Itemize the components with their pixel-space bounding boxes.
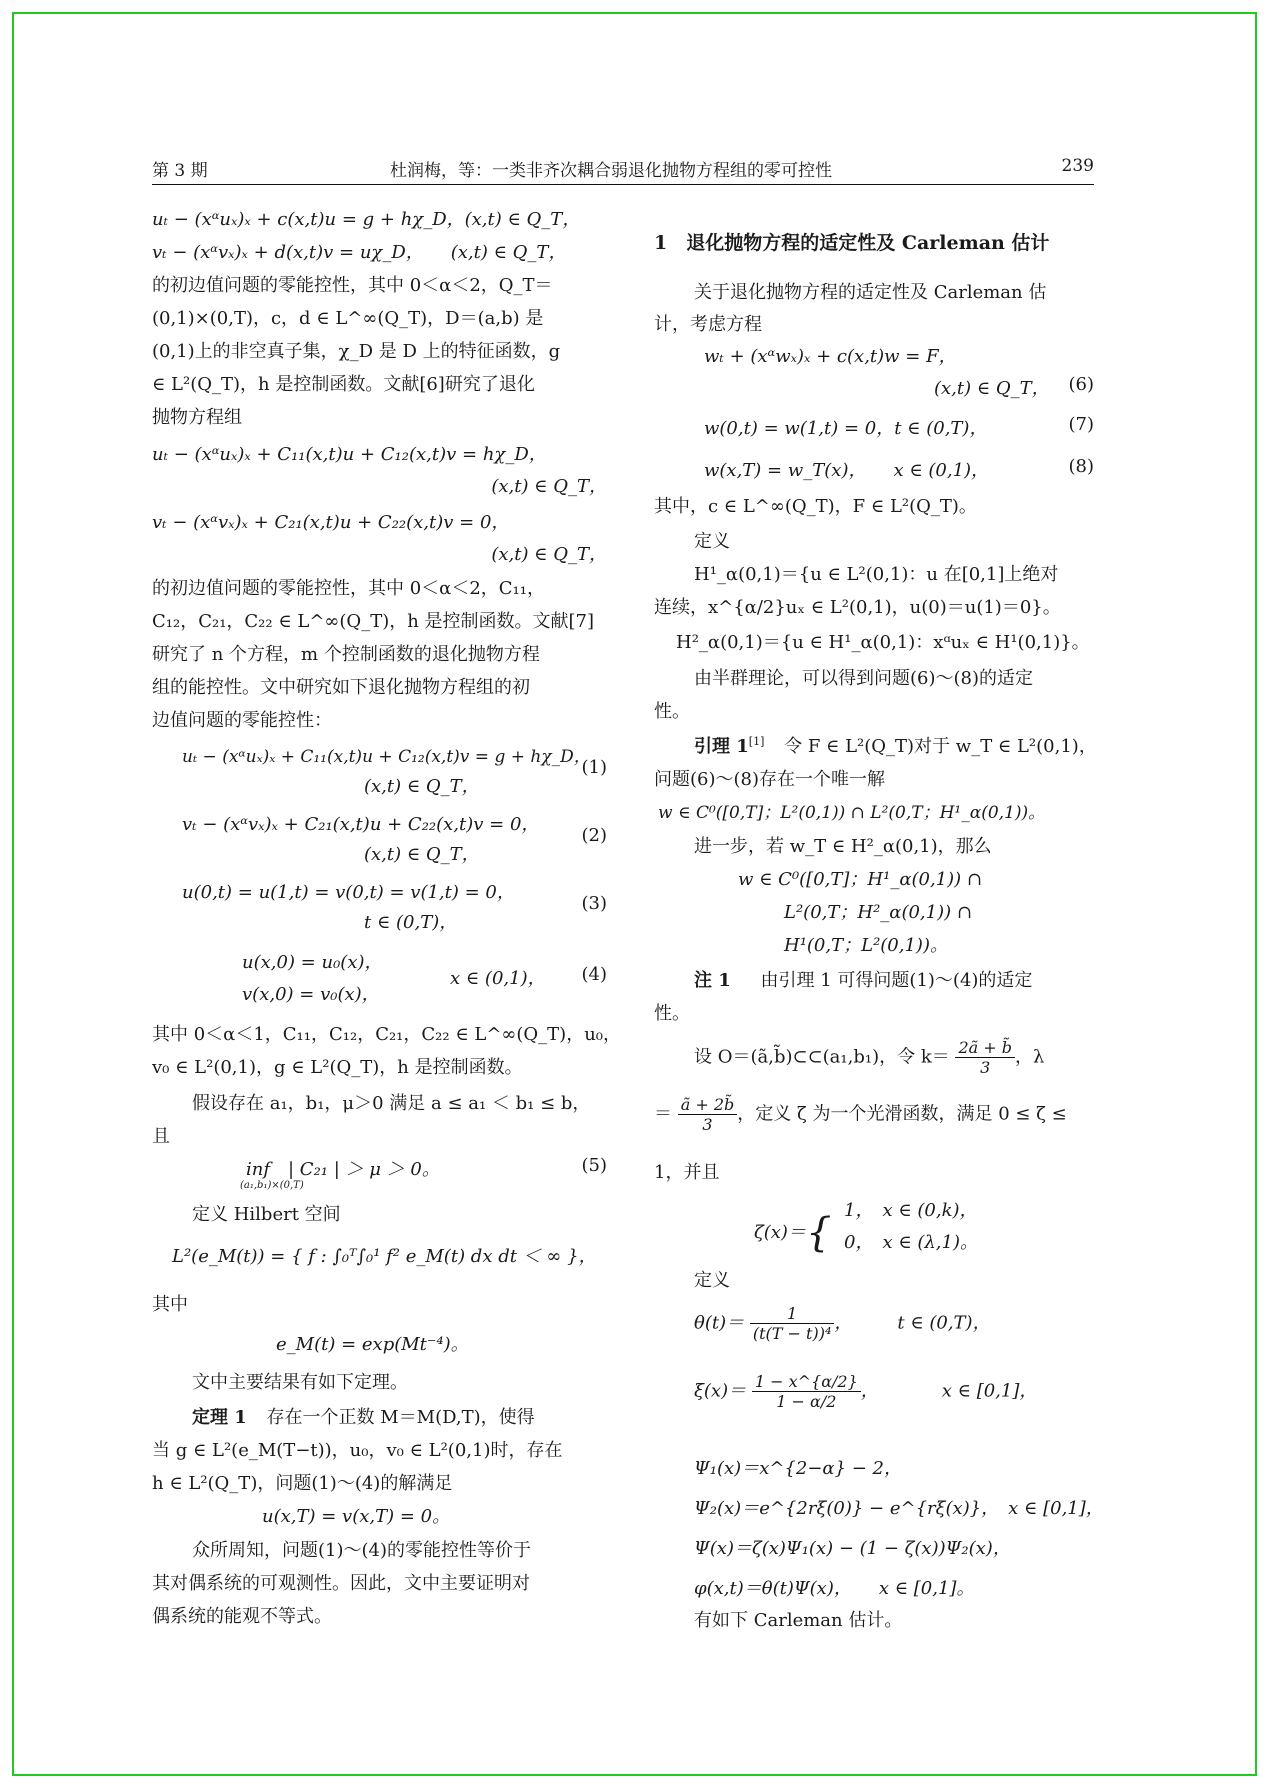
equation-number: (8) [1068,456,1094,477]
fraction-theta [750,1304,835,1343]
note-label: 注 1 [694,970,731,991]
set-text: ，定义 ζ 为一个光滑函数，满足 0 ≤ ζ ≤ [737,1103,1067,1125]
equation-6-domain: (x,t) ∈ Q_T， [934,378,1050,399]
paragraph-line: 性。 [654,1003,690,1024]
note-text: 由引理 1 可得问题(1)～(4)的适定 [760,970,1033,991]
paragraph-line: C₁₂，C₂₁，C₂₂ ∈ L^∞(Q_T)，h 是控制函数。文献[7] [152,611,595,632]
fraction-k [955,1038,1015,1077]
equation-1-domain: (x,t) ∈ Q_T， [364,776,480,797]
paragraph-line: h ∈ L²(Q_T)，问题(1)～(4)的解满足 [152,1473,453,1494]
fraction-denominator: 3 [702,1115,713,1134]
paragraph-line: 由半群理论，可以得到问题(6)～(8)的适定 [694,668,1033,689]
paragraph-line: 其中，c ∈ L^∞(Q_T)，F ∈ L²(Q_T)。 [654,496,977,517]
set-definition-line [694,1038,1044,1077]
theta-domain: ， t ∈ (0,T)， [834,1312,991,1334]
equation-2-domain: (x,t) ∈ Q_T， [364,844,480,865]
equation-8: w(x,T) = w_T(x)， x ∈ (0,1)， [704,460,990,481]
paragraph-line: 性。 [654,701,690,722]
lemma-regularity: w ∈ C⁰([0,T]；H¹_α(0,1)) ∩ [738,869,982,890]
paragraph-line: v₀ ∈ L²(0,1)，g ∈ L²(Q_T)，h 是控制函数。 [152,1057,523,1078]
lemma-citation: [1] [748,735,765,748]
fraction-lambda [678,1095,738,1134]
equation-number: (1) [581,757,607,778]
lemma-equation: w ∈ C⁰([0,T]；L²(0,1)) ∩ L²(0,T；H¹_α(0,1))。 [658,803,1046,823]
fraction-numerator: 2ã + b̃ [955,1038,1015,1058]
paragraph-line: 定义 Hilbert 空间 [192,1204,341,1225]
fraction-denominator: 3 [980,1058,991,1077]
paragraph-line: 偶系统的能观不等式。 [152,1606,332,1627]
lemma-regularity: H¹(0,T；L²(0,1))。 [784,935,948,956]
lemma-text: 令 F ∈ L²(Q_T)对于 w_T ∈ L²(0,1)， [784,736,1097,757]
note-line [694,966,1032,992]
theta-definition [694,1304,991,1343]
paragraph-line: 研究了 n 个方程，m 个控制函数的退化抛物方程 [152,644,540,665]
paragraph-line: 的初边值问题的零能控性，其中 0＜α＜2，C₁₁， [152,578,545,599]
paragraph-line: 有如下 Carleman 估计。 [694,1610,903,1631]
psi2-definition: Ψ₂(x)＝e^{2rξ(0)} − e^{rξ(x)}， x ∈ [0,1]， [694,1498,1104,1519]
paragraph-line: 众所周知，问题(1)～(4)的零能控性等价于 [192,1540,531,1561]
equation-number: (3) [581,893,607,914]
set-text: 设 O＝(ã,b̃)⊂⊂(a₁,b₁)，令 k＝ [694,1046,950,1068]
xi-domain: ， x ∈ [0,1]， [860,1380,1038,1402]
theorem-label: 定理 1 [192,1407,247,1428]
running-header [152,154,1094,184]
definition-label: 定义 [694,1270,730,1291]
equation-domain: (x,t) ∈ Q_T， [491,544,607,565]
paragraph-line: 其中 [152,1294,188,1315]
equation-3-domain: t ∈ (0,T)， [364,912,458,933]
equation-hilbert-space: L²(e_M(t)) = { f : ∫₀ᵀ∫₀¹ f² e_M(t) dx dt ＜ ∞ }， [172,1246,597,1267]
lemma-label: 引理 1 [694,736,749,757]
equation-system2-v: vₜ − (xᵅvₓ)ₓ + C₂₁(x,t)u + C₂₂(x,t)v = 0， [152,512,510,533]
paragraph-line: 1，并且 [654,1162,720,1183]
paragraph-line: 组的能控性。文中研究如下退化抛物方程组的初 [152,677,530,698]
equation-weight: e_M(t) = exp(Mt⁻⁴)。 [276,1334,469,1355]
equation-number: (7) [1068,414,1094,435]
paragraph-line: H²_α(0,1)＝{u ∈ H¹_α(0,1)：xᵅuₓ ∈ H¹(0,1)}。 [676,632,1090,653]
zeta-lhs: ζ(x)＝ [754,1222,806,1243]
theorem-line [192,1403,535,1429]
lemma-regularity: L²(0,T；H²_α(0,1)) ∩ [784,902,972,923]
psi1-definition: Ψ₁(x)＝x^{2−α} − 2， [694,1458,903,1479]
section-heading: 1 退化抛物方程的适定性及 Carleman 估计 [654,232,1050,254]
brace-glyph: { [805,1210,832,1256]
equation-2: vₜ − (xᵅvₓ)ₓ + C₂₁(x,t)u + C₂₂(x,t)v = 0， [182,814,540,835]
zeta-case-2: 0， x ∈ (λ,1)。 [844,1232,978,1253]
equation-1: uₜ − (xᵅuₓ)ₓ + C₁₁(x,t)u + C₁₂(x,t)v = g + hχ_D， [182,747,591,767]
paragraph-line: 当 g ∈ L²(e_M(T−t))，u₀，v₀ ∈ L²(0,1)时，存在 [152,1440,563,1461]
set-text: ＝ [654,1103,672,1125]
paragraph-line: 计，考虑方程 [654,314,762,335]
running-title: 杜润梅，等：一类非齐次耦合弱退化抛物方程组的零可控性 [390,161,832,181]
equation-4b: v(x,0) = v₀(x)， [242,984,380,1005]
paragraph-line: (0,1)上的非空真子集，χ_D 是 D 上的特征函数，g [152,341,561,362]
theorem-text: 存在一个正数 M＝M(D,T)，使得 [266,1407,535,1428]
equation-5: inf | C₂₁ | ＞ μ ＞ 0。 [246,1159,440,1180]
fraction-numerator: ã + 2b̃ [678,1095,738,1115]
paragraph-line: 关于退化抛物方程的适定性及 Carleman 估 [694,282,1047,303]
equation-4-domain: x ∈ (0,1)， [450,968,546,989]
fraction-numerator: 1 [750,1304,835,1324]
equation-6: wₜ + (xᵅwₓ)ₓ + c(x,t)w = F， [704,346,957,367]
psi-definition: Ψ(x)＝ζ(x)Ψ₁(x) − (1 − ζ(x))Ψ₂(x)， [694,1538,1011,1559]
equation-number: (6) [1068,374,1094,395]
phi-definition: φ(x,t)＝θ(t)Ψ(x)， x ∈ [0,1]。 [694,1578,975,1599]
paragraph-line: 其对偶系统的可观测性。因此，文中主要证明对 [152,1573,530,1594]
paragraph-line: 连续，x^{α/2}uₓ ∈ L²(0,1)，u(0)＝u(1)＝0}。 [654,597,1061,618]
lemma-line [694,732,1097,758]
paragraph-line: 假设存在 a₁，b₁，μ＞0 满足 a ≤ a₁ ＜ b₁ ≤ b， [192,1093,591,1114]
paragraph-line: 进一步，若 w_T ∈ H²_α(0,1)，那么 [694,836,992,857]
xi-lhs: ξ(x)＝ [694,1380,747,1402]
paragraph-line: ∈ L²(Q_T)，h 是控制函数。文献[6]研究了退化 [152,374,535,395]
fraction-denominator: 1 − α/2 [776,1392,837,1411]
paragraph-line: 的初边值问题的零能控性，其中 0＜α＜2，Q_T＝ [152,275,553,296]
set-definition-line [654,1095,1067,1134]
equation-number: (5) [581,1155,607,1176]
paragraph-line: (0,1)×(0,T)，c，d ∈ L^∞(Q_T)，D＝(a,b) 是 [152,308,544,329]
equation-3: u(0,t) = u(1,t) = v(0,t) = v(1,t) = 0， [182,882,515,903]
paragraph-line: 且 [152,1126,170,1147]
set-text: ，λ [1015,1046,1045,1068]
equation-4a: u(x,0) = u₀(x)， [242,952,383,973]
theorem-equation: u(x,T) = v(x,T) = 0。 [262,1506,451,1527]
paragraph-line: 问题(6)～(8)存在一个唯一解 [654,769,885,790]
equation-domain: (x,t) ∈ Q_T， [491,476,607,497]
equation-number: (2) [581,825,607,846]
equation-system2-u: uₜ − (xᵅuₓ)ₓ + C₁₁(x,t)u + C₁₂(x,t)v = hχ_D， [152,444,547,465]
page-number: 239 [1061,156,1094,176]
fraction-denominator: (t(T − t))⁴ [752,1324,832,1343]
paragraph-line: 其中 0＜α＜1，C₁₁，C₁₂，C₂₁，C₂₂ ∈ L^∞(Q_T)，u₀， [152,1024,622,1045]
fraction-numerator: 1 − x^{α/2} [752,1372,861,1392]
equation-5-subscript: (a₁,b₁)×(0,T) [240,1180,304,1191]
equation-number: (4) [581,964,607,985]
paragraph-line: 文中主要结果有如下定理。 [192,1372,408,1393]
equation-v: vₜ − (xᵅvₓ)ₓ + d(x,t)v = uχ_D， (x,t) ∈ Q_T， [152,242,567,263]
zeta-case-1: 1， x ∈ (0,k)， [844,1200,978,1221]
definition-label: 定义 [694,531,730,552]
issue-number: 第 3 期 [152,161,208,181]
header-rule [152,184,1094,185]
paragraph-line: H¹_α(0,1)＝{u ∈ L²(0,1)：u 在[0,1]上绝对 [694,564,1059,585]
paragraph-line: 边值问题的零能控性： [152,710,332,731]
equation-u: uₜ − (xᵅuₓ)ₓ + c(x,t)u = g + hχ_D，(x,t) ∈ Q_T， [152,209,581,230]
zeta-definition [754,1210,831,1256]
xi-definition [694,1372,1037,1411]
fraction-xi [752,1372,861,1411]
theta-lhs: θ(t)＝ [694,1312,745,1334]
paragraph-line: 抛物方程组 [152,407,242,428]
equation-7: w(0,t) = w(1,t) = 0，t ∈ (0,T)， [704,418,988,439]
